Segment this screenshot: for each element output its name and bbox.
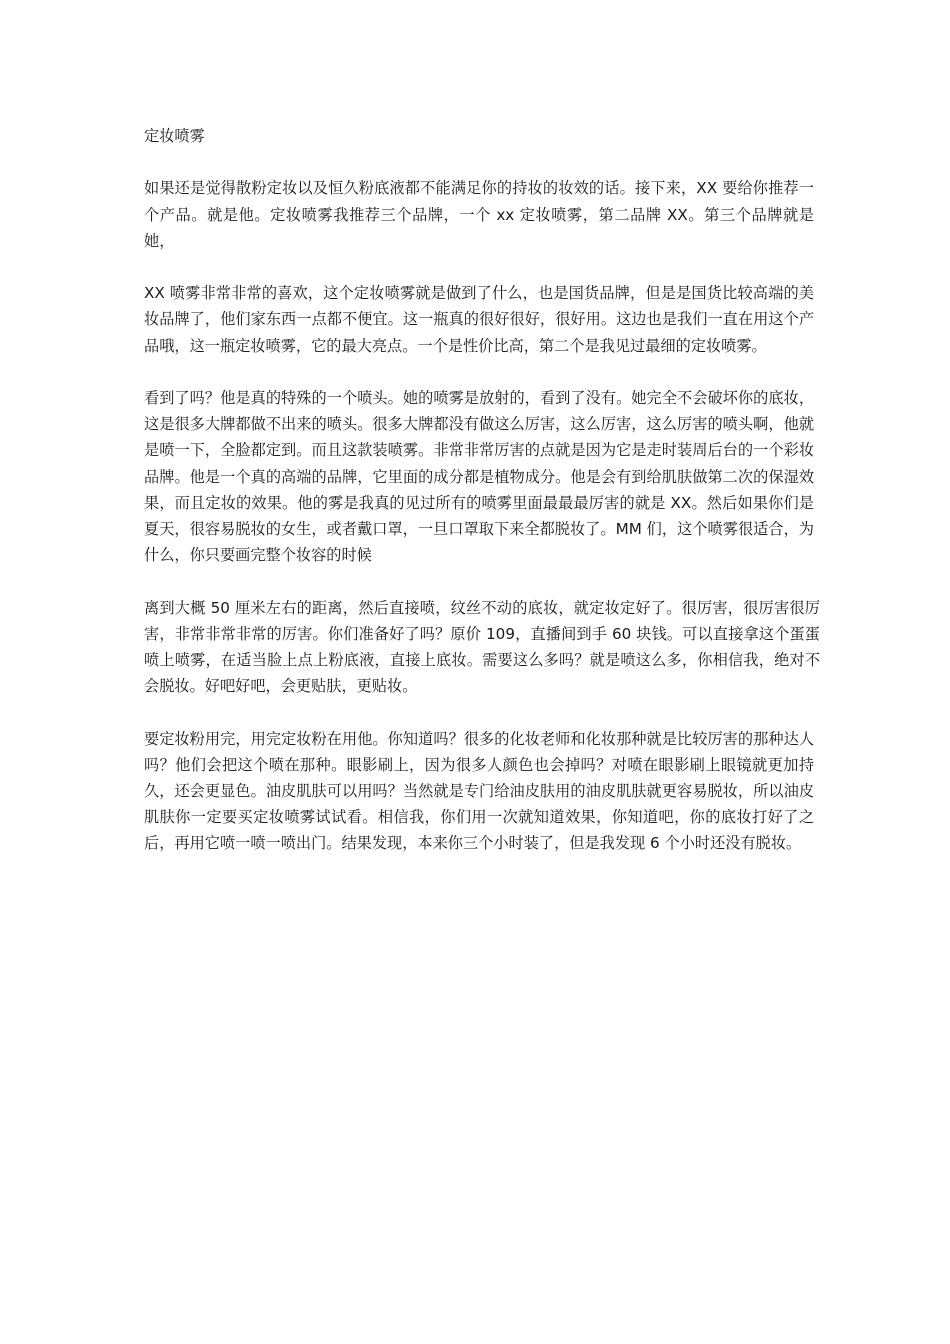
paragraph: XX 喷雾非常非常的喜欢，这个定妆喷雾就是做到了什么，也是国货品牌，但是是国货比较高端的美妆品牌了，他们家东西一点都不便宜。这一瓶真的很好很好，很好用。这边也是我们一直在用这个产品哦，这一瓶定妆喷雾，它的最大亮点。一个是性价比高，第二个是我见过最细的定妆喷雾。 [144,284,814,355]
paragraph: 看到了吗？他是真的特殊的一个喷头。她的喷雾是放射的，看到了没有。她完全不会破坏你的底妆，这是很多大牌都做不出来的喷头。很多大牌都没有做这么厉害，这么厉害，这么厉害的喷头啊，他就是喷一下，全脸都定到。而且这款装喷雾。非常非常厉害的点就是因为它是走时装周后台的一个彩妆品牌。他是一个真的高端的品牌，它里面的成分都是植物成分。他是会有到给肌肤做第二次的保湿效果，而且定妆的效果。他的雾是我真的见过所有的喷雾里面最最最厉害的就是 XX。然后如果你们是夏天，很容易脱妆的女生，或者戴口罩，一旦口罩取下来全都脱妆了。MM 们，这个喷雾很适合，为什么，你只要画完整个妆容的时候 [144,388,814,565]
paragraph: 如果还是觉得散粉定妆以及恒久粉底液都不能满足你的持妆的妆效的话。接下来，XX 要给你推荐一个产品。就是他。定妆喷雾我推荐三个品牌，一个 xx 定妆喷雾，第二品牌 XX。第三个品牌就是她， [144,179,814,250]
paragraph: 离到大概 50 厘米左右的距离，然后直接喷，纹丝不动的底妆，就定妆定好了。很厉害，很厉害很厉害，非常非常非常的厉害。你们准备好了吗？原价 109，直播间到手 60 块钱。可以直接拿这个蛋蛋喷上喷雾，在适当脸上点上粉底液，直接上底妆。需要这么多吗？就是喷这么多，你相信我，绝对不会脱妆。好吧好吧，会更贴肤，更贴妆。 [144,598,820,696]
paragraph: 要定妆粉用完，用完定妆粉在用他。你知道吗？很多的化妆老师和化妆那种就是比较厉害的那种达人吗？他们会把这个喷在那种。眼影刷上，因为很多人颜色也会掉吗？对喷在眼影刷上眼镜就更加持久，还会更显色。油皮肌肤可以用吗？当然就是专门给油皮肤用的油皮肌肤就更容易脱妆，所以油皮肌肤你一定要买定妆喷雾试试看。相信我，你们用一次就知道效果，你知道吧，你的底妆打好了之后，再用它喷一喷一喷出门。结果发现，本来你三个小时装了，但是我发现 6 个小时还没有脱妆。 [144,729,814,853]
document-body [144,123,820,883]
document-title: 定妆喷雾 [144,127,205,145]
